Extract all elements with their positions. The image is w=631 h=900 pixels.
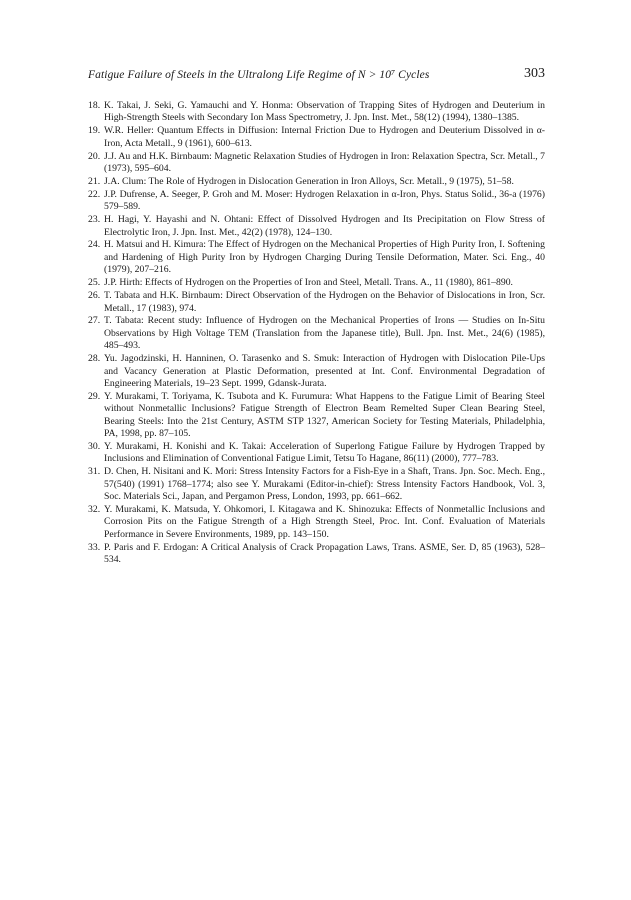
reference-number: 20. bbox=[88, 150, 101, 162]
running-title: Fatigue Failure of Steels in the Ultralong Life Regime of N > 10⁷ Cycles bbox=[88, 69, 430, 81]
reference-number: 24. bbox=[88, 239, 101, 251]
reference-item bbox=[88, 125, 545, 150]
reference-text: J.J. Au and H.K. Birnbaum: Magnetic Relaxation Studies of Hydrogen in Iron: Relaxation Spectra, Scr. Metall., 7 (1973), 595–604. bbox=[104, 150, 545, 175]
reference-item bbox=[88, 315, 545, 352]
reference-number: 28. bbox=[88, 353, 101, 365]
reference-number: 19. bbox=[88, 125, 101, 137]
reference-number: 30. bbox=[88, 440, 101, 452]
reference-text: Y. Murakami, K. Matsuda, Y. Ohkomori, I. Kitagawa and K. Shinozuka: Effects of Nonmetallic Inclusions and Corrosion Pits on the Fatigue Strength of a High Strength Steel, Proc. Int. Conf. Evaluation of Materials Performance in Severe Environments, 1989, pp. 143–150. bbox=[104, 504, 545, 540]
reference-text: J.A. Clum: The Role of Hydrogen in Dislocation Generation in Iron Alloys, Scr. Metall., 9 (1975), 51–58. bbox=[104, 175, 514, 187]
reference-text: J.P. Dufrense, A. Seeger, P. Groh and M. Moser: Hydrogen Relaxation in α-Iron, Phys. Status Solid., 36-a (1976) 579–589. bbox=[104, 188, 545, 213]
reference-text: Y. Murakami, H. Konishi and K. Takai: Acceleration of Superlong Fatigue Failure by Hydrogen Trapped by Inclusions and Elimination of Conventional Fatigue Limit, Tetsu To Hagane, 86(11) (2000), 777–783. bbox=[104, 440, 545, 465]
reference-item bbox=[88, 176, 545, 188]
reference-text: T. Tabata: Recent study: Influence of Hydrogen on the Mechanical Properties of Irons — Studies on In-Situ Observations by High Voltage TEM (Translation from the Japanese title), Bull. Jpn. Inst. Met., 24(6) (1985), 485–493. bbox=[104, 315, 545, 352]
reference-number: 26. bbox=[88, 290, 101, 302]
reference-number: 21. bbox=[88, 175, 101, 187]
reference-number: 25. bbox=[88, 277, 101, 289]
reference-text: H. Matsui and H. Kimura: The Effect of Hydrogen on the Mechanical Properties of High Purity Iron, I. Softening and Hardening of High Purity Iron by Hydrogen Charging During Tensile Deformation, Mater. Sci. Eng., 40 (1979), 207–216. bbox=[104, 239, 545, 276]
reference-item bbox=[88, 542, 545, 567]
reference-text: T. Tabata and H.K. Birnbaum: Direct Observation of the Hydrogen on the Behavior of Dislocations in Iron, Scr. Metall., 17 (1983), 974. bbox=[104, 290, 545, 314]
reference-item bbox=[88, 189, 545, 214]
reference-text: Y. Murakami, T. Toriyama, K. Tsubota and K. Furumura: What Happens to the Fatigue Limit of Bearing Steel without Nonmetallic Inclusions? Fatigue Strength of Electron Beam Remelted Super Clean Bearing Steel, Bearing Steels: Into the 21st Century, ASTM STP 1327, American Society for Testing Materials, Philadelphia, PA, 1998, pp. 87–105. bbox=[104, 390, 545, 440]
page-number: 303 bbox=[524, 66, 545, 81]
reference-text: H. Hagi, Y. Hayashi and N. Ohtani: Effect of Dissolved Hydrogen and Its Precipitation on Flow Stress of Electrolytic Iron, J. Jpn. Inst. Met., 42(2) (1978), 124–130. bbox=[104, 214, 545, 238]
reference-item bbox=[88, 466, 545, 503]
reference-number: 22. bbox=[88, 188, 101, 200]
reference-item bbox=[88, 504, 545, 541]
reference-item bbox=[88, 277, 545, 289]
reference-item bbox=[88, 441, 545, 466]
reference-item bbox=[88, 214, 545, 239]
reference-item bbox=[88, 100, 545, 125]
reference-item bbox=[88, 151, 545, 176]
reference-number: 18. bbox=[88, 100, 101, 111]
reference-number: 23. bbox=[88, 214, 101, 226]
reference-number: 29. bbox=[88, 390, 101, 402]
reference-text: P. Paris and F. Erdogan: A Critical Analysis of Crack Propagation Laws, Trans. ASME, Ser. D, 85 (1963), 528–534. bbox=[104, 541, 545, 566]
reference-number: 32. bbox=[88, 504, 101, 515]
reference-number: 27. bbox=[88, 315, 101, 327]
reference-text: D. Chen, H. Nisitani and K. Mori: Stress Intensity Factors for a Fish-Eye in a Shaft, Trans. Jpn. Soc. Mech. Eng., 57(540) (1991) 1768–1774; also see Y. Murakami (Editor-in-chief): Stress Intensity Factors Handbook, Vol. 3, Soc. Materials Sci., Japan, and Pergamon Press, London, 1993, pp. 661–662. bbox=[104, 466, 545, 503]
reference-number: 31. bbox=[88, 466, 101, 478]
reference-item bbox=[88, 290, 545, 315]
reference-text: W.R. Heller: Quantum Effects in Diffusion: Internal Friction Due to Hydrogen and Deuterium Dissolved in α-Iron, Acta Metall., 9 (1961), 600–613. bbox=[104, 125, 545, 149]
reference-text: Yu. Jagodzinski, H. Hanninen, O. Tarasenko and S. Smuk: Interaction of Hydrogen with Dislocation Pile-Ups and Vacancy Generation at Plastic Deformation, presented at Int. Conf. Environmental Degradation of Engineering Materials, 19–23 Sept. 1999, Gdansk-Jurata. bbox=[104, 353, 545, 389]
reference-text: J.P. Hirth: Effects of Hydrogen on the Properties of Iron and Steel, Metall. Trans. A., 11 (1980), 861–890. bbox=[104, 277, 513, 289]
reference-item bbox=[88, 353, 545, 390]
reference-item bbox=[88, 391, 545, 441]
reference-text: K. Takai, J. Seki, G. Yamauchi and Y. Honma: Observation of Trapping Sites of Hydrogen and Deuterium in High-Strength Steels with Secondary Ion Mass Spectrometry, J. Jpn. Inst. Met., 58(12) (1994), 1380–1385. bbox=[104, 100, 545, 124]
page-header bbox=[88, 66, 545, 86]
reference-item bbox=[88, 239, 545, 276]
reference-list bbox=[88, 100, 545, 567]
reference-number: 33. bbox=[88, 541, 101, 553]
